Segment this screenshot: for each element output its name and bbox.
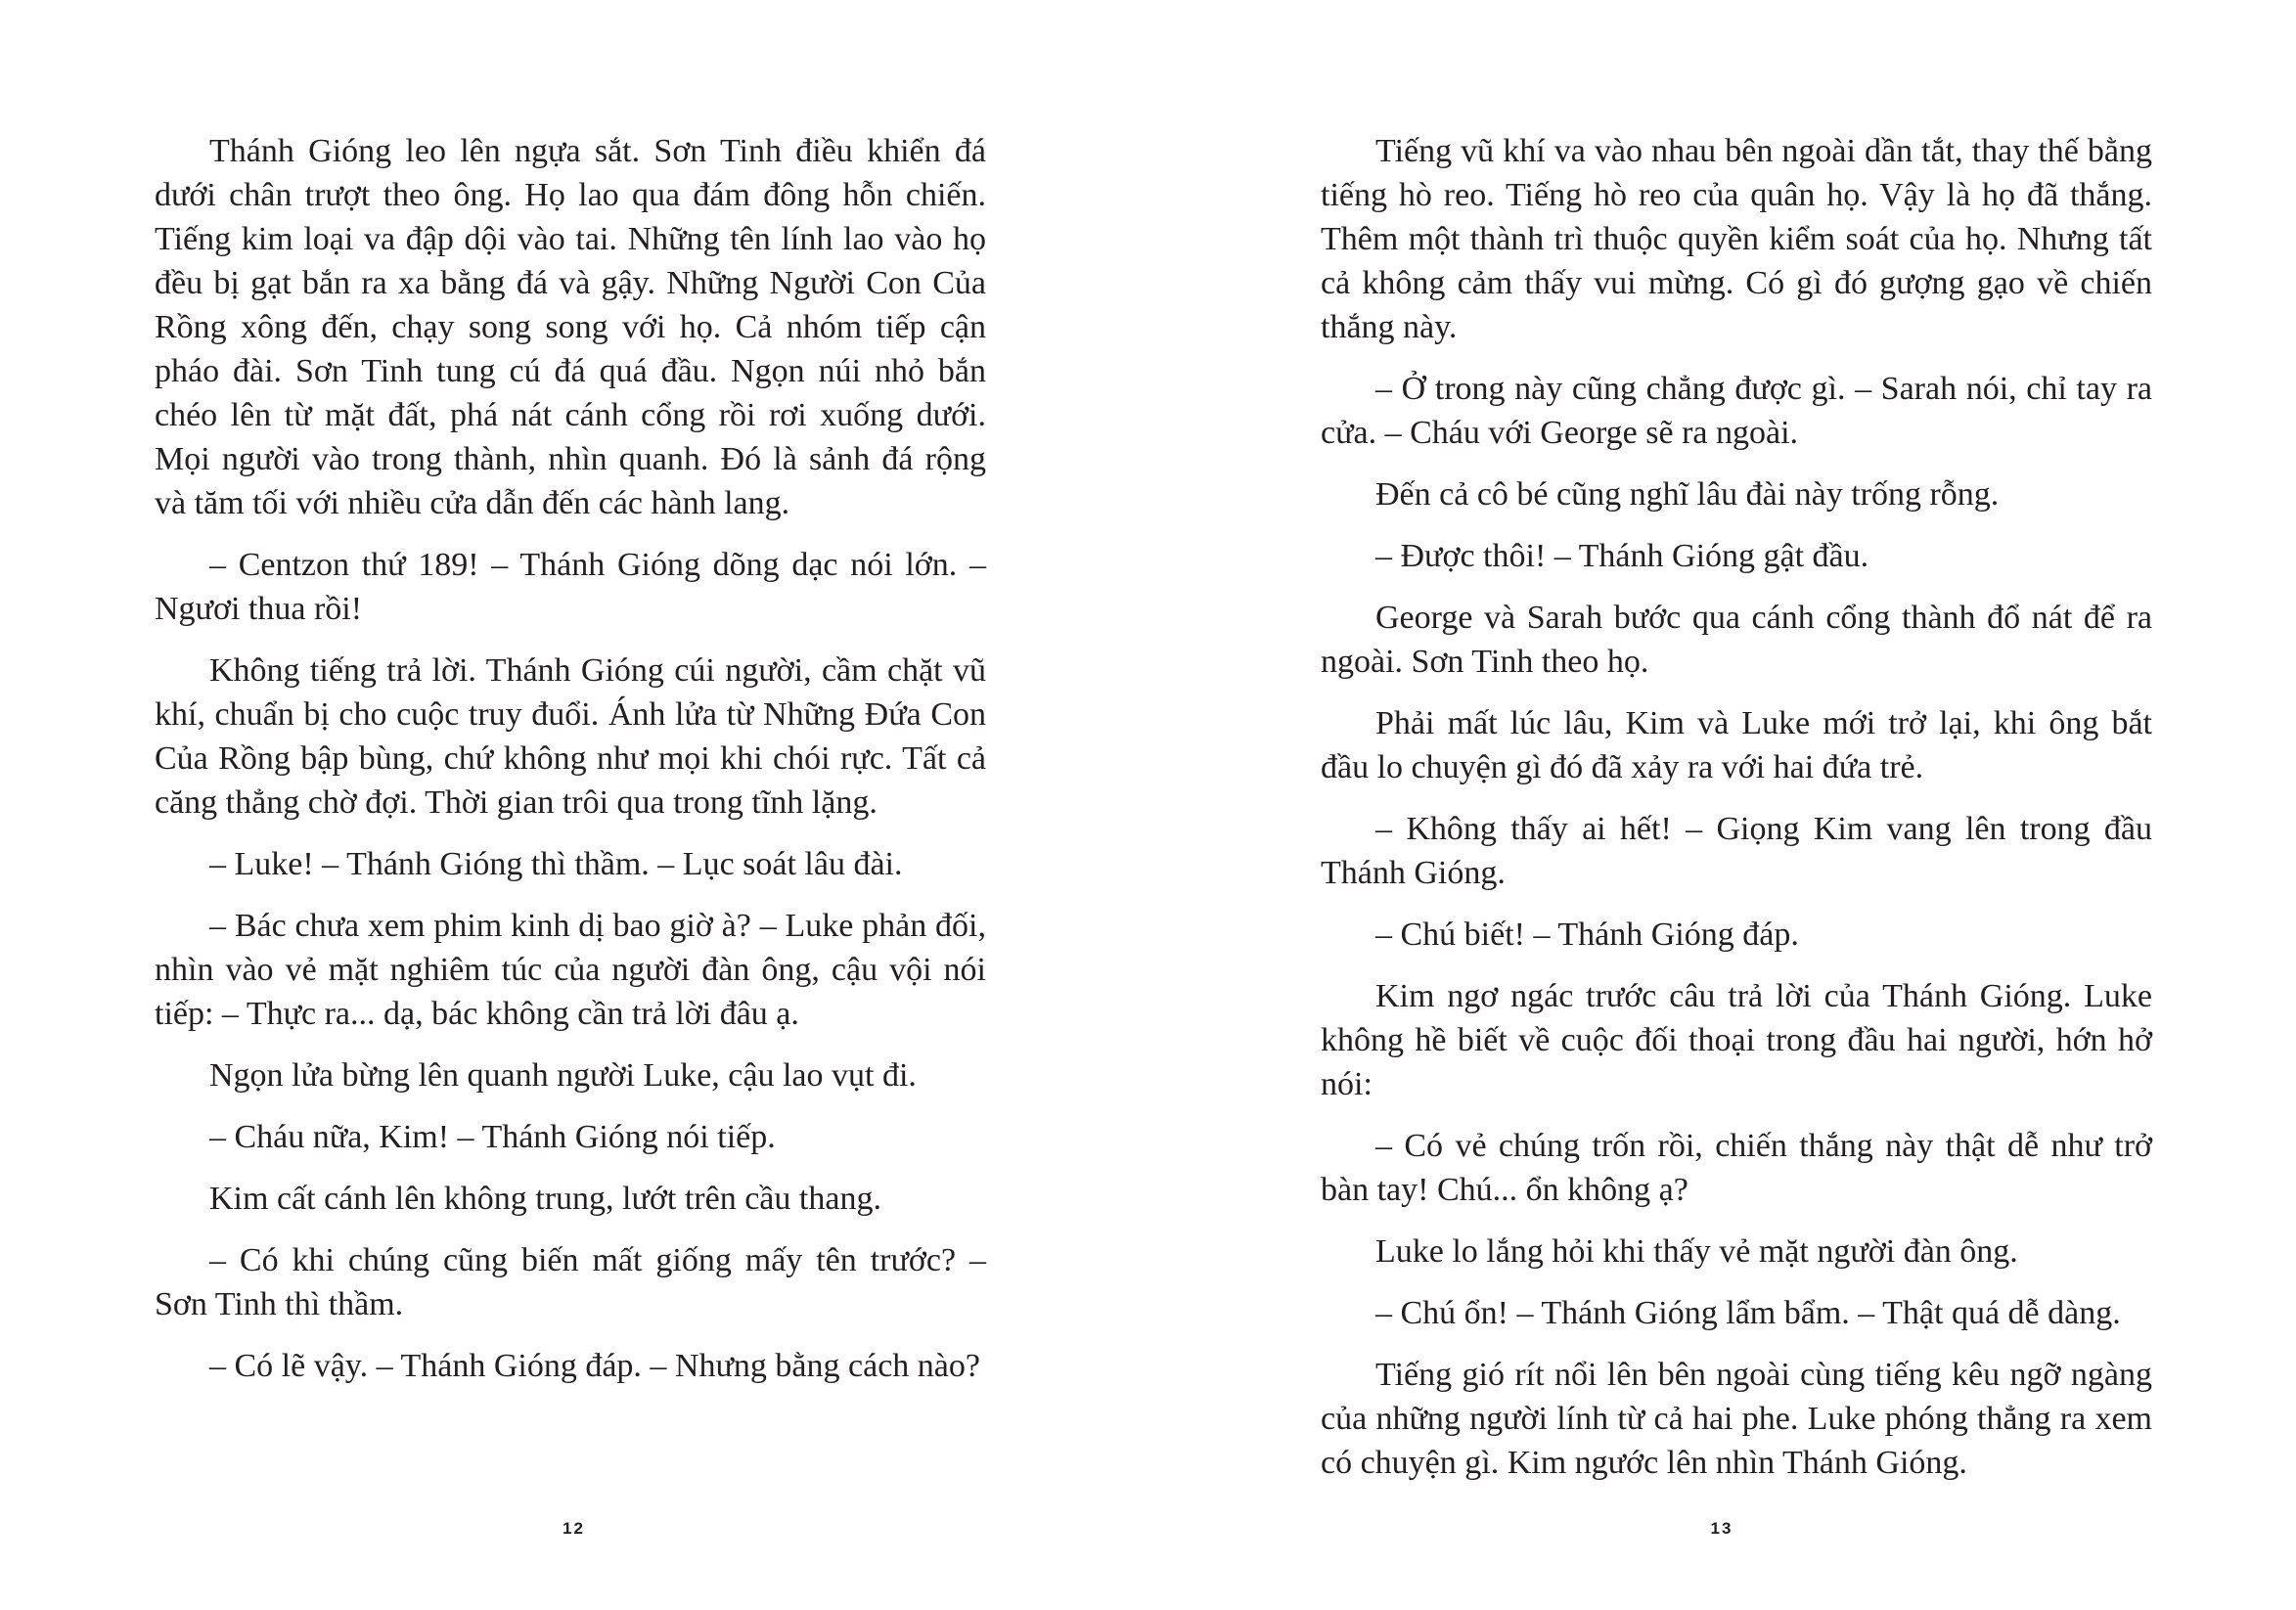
paragraph: Ngọn lửa bừng lên quanh người Luke, cậu lao vụt đi.	[209, 1057, 917, 1094]
paragraph: George và Sarah bước qua cánh cổng thành đổ nát để ra ngoài. Sơn Tinh theo họ.	[1321, 600, 2152, 680]
paragraph: – Bác chưa xem phim kinh dị bao giờ à? – Luke phản đối, nhìn vào vẻ mặt nghiêm túc của người đàn ông, cậu vội nói tiếp: – Thực ra... dạ, bác không cần trả lời đâu ạ.	[155, 908, 986, 1032]
paragraph: – Ở trong này cũng chẳng được gì. – Sarah nói, chỉ tay ra cửa. – Cháu với George sẽ ra ngoài.	[1321, 371, 2152, 451]
paragraph: – Có lẽ vậy. – Thánh Gióng đáp. – Nhưng bằng cách nào?	[209, 1348, 980, 1384]
paragraph: Không tiếng trả lời. Thánh Gióng cúi người, cầm chặt vũ khí, chuẩn bị cho cuộc truy đuổi. Ánh lửa từ Những Đứa Con Của Rồng bập bùng, chứ không như mọi khi chói rực. Tất cả căng thẳng chờ đợi. Thời gian trôi qua trong tĩnh lặng.	[155, 652, 986, 821]
paragraph: – Chú biết! – Thánh Gióng đáp.	[1375, 917, 1799, 953]
paragraph: – Được thôi! – Thánh Gióng gật đầu.	[1375, 538, 1869, 574]
paragraph: – Luke! – Thánh Gióng thì thầm. – Lục soát lâu đài.	[209, 846, 903, 882]
paragraph: Kim cất cánh lên không trung, lướt trên cầu thang.	[209, 1181, 881, 1217]
paragraph: Kim ngơ ngác trước câu trả lời của Thánh Gióng. Luke không hề biết về cuộc đối thoại trong đầu hai người, hớn hở nói:	[1321, 978, 2152, 1102]
paragraph: – Centzon thứ 189! – Thánh Gióng dõng dạc nói lớn. – Ngươi thua rồi!	[155, 547, 986, 627]
paragraph: Thánh Gióng leo lên ngựa sắt. Sơn Tinh điều khiển đá dưới chân trượt theo ông. Họ lao qua đám đông hỗn chiến. Tiếng kim loại va đập dội vào tai. Những tên lính lao vào họ đều bị gạt bắn ra xa bằng đá và gậy. Những Người Con Của Rồng xông đến, chạy song song với họ. Cả nhóm tiếp cận pháo đài. Sơn Tinh tung cú đá quá đầu. Ngọn núi nhỏ bắn chéo lên từ mặt đất, phá nát cánh cổng rồi rơi xuống dưới. Mọi người vào trong thành, nhìn quanh. Đó là sảnh đá rộng và tăm tối với nhiều cửa dẫn đến các hành lang.	[155, 133, 986, 521]
left-page-body	[155, 129, 986, 1406]
paragraph: Luke lo lắng hỏi khi thấy vẻ mặt người đàn ông.	[1375, 1233, 2018, 1270]
paragraph: Tiếng gió rít nổi lên bên ngoài cùng tiếng kêu ngỡ ngàng của những người lính từ cả hai phe. Luke phóng thẳng ra xem có chuyện gì. Kim ngước lên nhìn Thánh Gióng.	[1321, 1357, 2152, 1481]
paragraph: – Có khi chúng cũng biến mất giống mấy tên trước? – Sơn Tinh thì thầm.	[155, 1242, 986, 1322]
page-number-right: 13	[1710, 1519, 1733, 1538]
paragraph: – Cháu nữa, Kim! – Thánh Gióng nói tiếp.	[209, 1119, 776, 1155]
page-number-left: 12	[563, 1519, 585, 1538]
paragraph: – Có vẻ chúng trốn rồi, chiến thắng này thật dễ như trở bàn tay! Chú... ổn không ạ?	[1321, 1128, 2152, 1208]
paragraph: – Không thấy ai hết! – Giọng Kim vang lên trong đầu Thánh Gióng.	[1321, 811, 2152, 891]
right-page	[1148, 0, 2296, 1610]
paragraph: Đến cả cô bé cũng nghĩ lâu đài này trống rỗng.	[1375, 476, 2000, 513]
right-page-body	[1321, 129, 2152, 1502]
paragraph: – Chú ổn! – Thánh Gióng lẩm bẩm. – Thật quá dễ dàng.	[1375, 1295, 2121, 1331]
paragraph: Phải mất lúc lâu, Kim và Luke mới trở lại, khi ông bắt đầu lo chuyện gì đó đã xảy ra với hai đứa trẻ.	[1321, 705, 2152, 785]
paragraph: Tiếng vũ khí va vào nhau bên ngoài dần tắt, thay thế bằng tiếng hò reo. Tiếng hò reo của quân họ. Vậy là họ đã thắng. Thêm một thành trì thuộc quyền kiểm soát của họ. Nhưng tất cả không cảm thấy vui mừng. Có gì đó gượng gạo về chiến thắng này.	[1321, 133, 2152, 345]
